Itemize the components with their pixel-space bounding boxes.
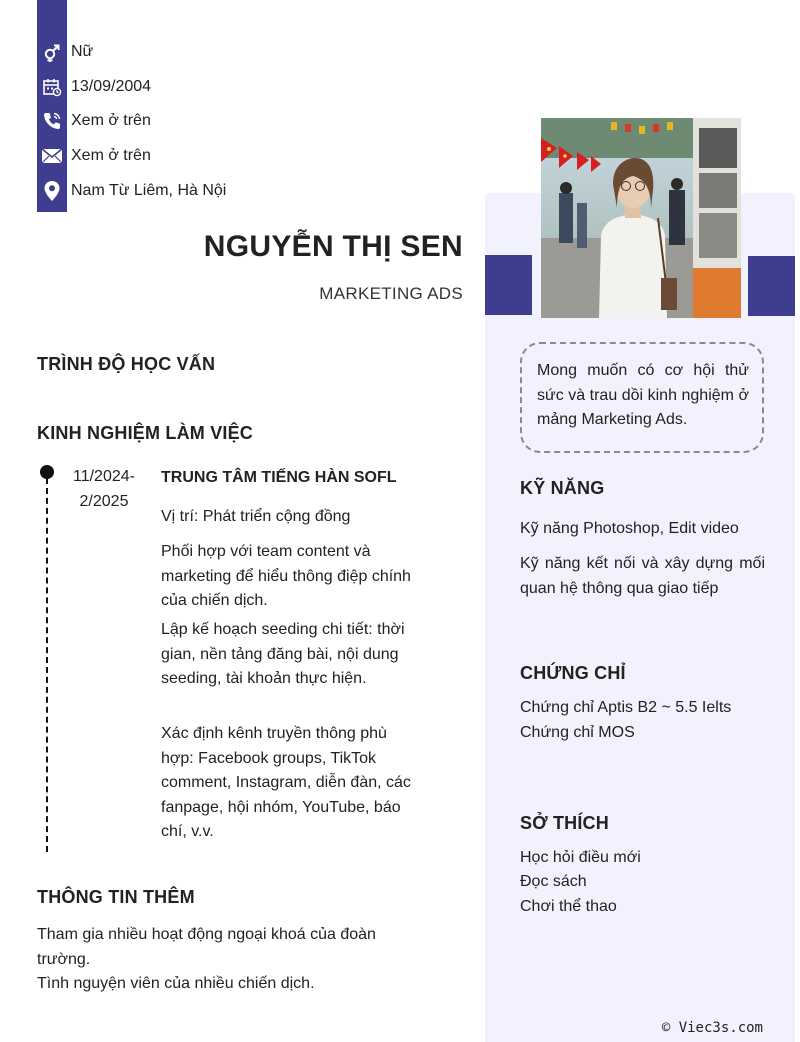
certificates-title: CHỨNG CHỈ [520, 663, 626, 683]
contact-address [37, 176, 226, 206]
address-text: Nam Từ Liêm, Hà Nội [71, 182, 227, 199]
location-pin-icon [37, 176, 67, 206]
additional-line: Tình nguyện viên của nhiều chiến dịch. [37, 975, 315, 992]
contact-birthday [37, 72, 151, 102]
footer-credit: © Viec3s.com [661, 1020, 763, 1036]
contact-phone [37, 106, 151, 136]
hobby-item: Chơi thể thao [520, 898, 617, 915]
decorative-block-left [485, 255, 532, 315]
skill-item: Kỹ năng kết nối và xây dựng mối quan hệ thông qua giao tiếp [520, 555, 765, 597]
additional-title: THÔNG TIN THÊM [37, 887, 195, 907]
job-title: MARKETING ADS [319, 284, 463, 303]
email-text: Xem ở trên [71, 147, 151, 164]
contact-email [37, 141, 151, 171]
objective-text: Mong muốn có cơ hội thử sức và trau dồi kinh nghiệm ở mảng Marketing Ads. [537, 362, 749, 428]
profile-photo [541, 118, 741, 318]
candidate-name: NGUYỄN THỊ SEN [203, 230, 463, 263]
decorative-block-right [748, 256, 795, 316]
date-start: 11/2024- [73, 468, 135, 485]
duty-item: Phối hợp với team content và marketing để hiểu thông điệp chính của chiến dịch. [161, 543, 411, 609]
company-name: TRUNG TÂM TIẾNG HÀN SOFL [161, 469, 397, 486]
skill-item: Kỹ năng Photoshop, Edit video [520, 520, 739, 537]
timeline-dot [40, 465, 54, 479]
calendar-icon [37, 72, 67, 102]
position-text: Vị trí: Phát triển cộng đồng [161, 508, 351, 525]
duty-item: Lập kế hoạch seeding chi tiết: thời gian, nền tảng đăng bài, nội dung seeding, tài khoản thực hiện. [161, 621, 405, 687]
contact-gender [37, 37, 93, 67]
hobby-item: Học hỏi điều mới [520, 849, 641, 866]
certificate-item: Chứng chỉ Aptis B2 ~ 5.5 Ielts [520, 699, 732, 716]
email-icon [37, 141, 67, 171]
hobbies-title: SỞ THÍCH [520, 813, 609, 833]
gender-icon [37, 37, 67, 67]
phone-text: Xem ở trên [71, 112, 151, 129]
certificate-item: Chứng chỉ MOS [520, 724, 635, 741]
additional-line: Tham gia nhiều hoạt động ngoại khoá của đoàn trường. [37, 926, 376, 968]
date-end: 2/2025 [79, 492, 129, 510]
duty-item: Xác định kênh truyền thông phù hợp: Facebook groups, TikTok comment, Instagram, diễn đàn, các fanpage, hội nhóm, YouTube, báo chí, v.v. [161, 725, 411, 840]
experience-title: KINH NGHIỆM LÀM VIỆC [37, 423, 254, 443]
skills-title: KỸ NĂNG [520, 478, 605, 498]
education-title: TRÌNH ĐỘ HỌC VẤN [37, 354, 216, 374]
experience-date [64, 465, 144, 514]
phone-icon [37, 106, 67, 136]
gender-text: Nữ [71, 43, 94, 60]
hobby-item: Đọc sách [520, 873, 587, 890]
birthday-text: 13/09/2004 [71, 78, 152, 95]
timeline-line [46, 478, 48, 852]
